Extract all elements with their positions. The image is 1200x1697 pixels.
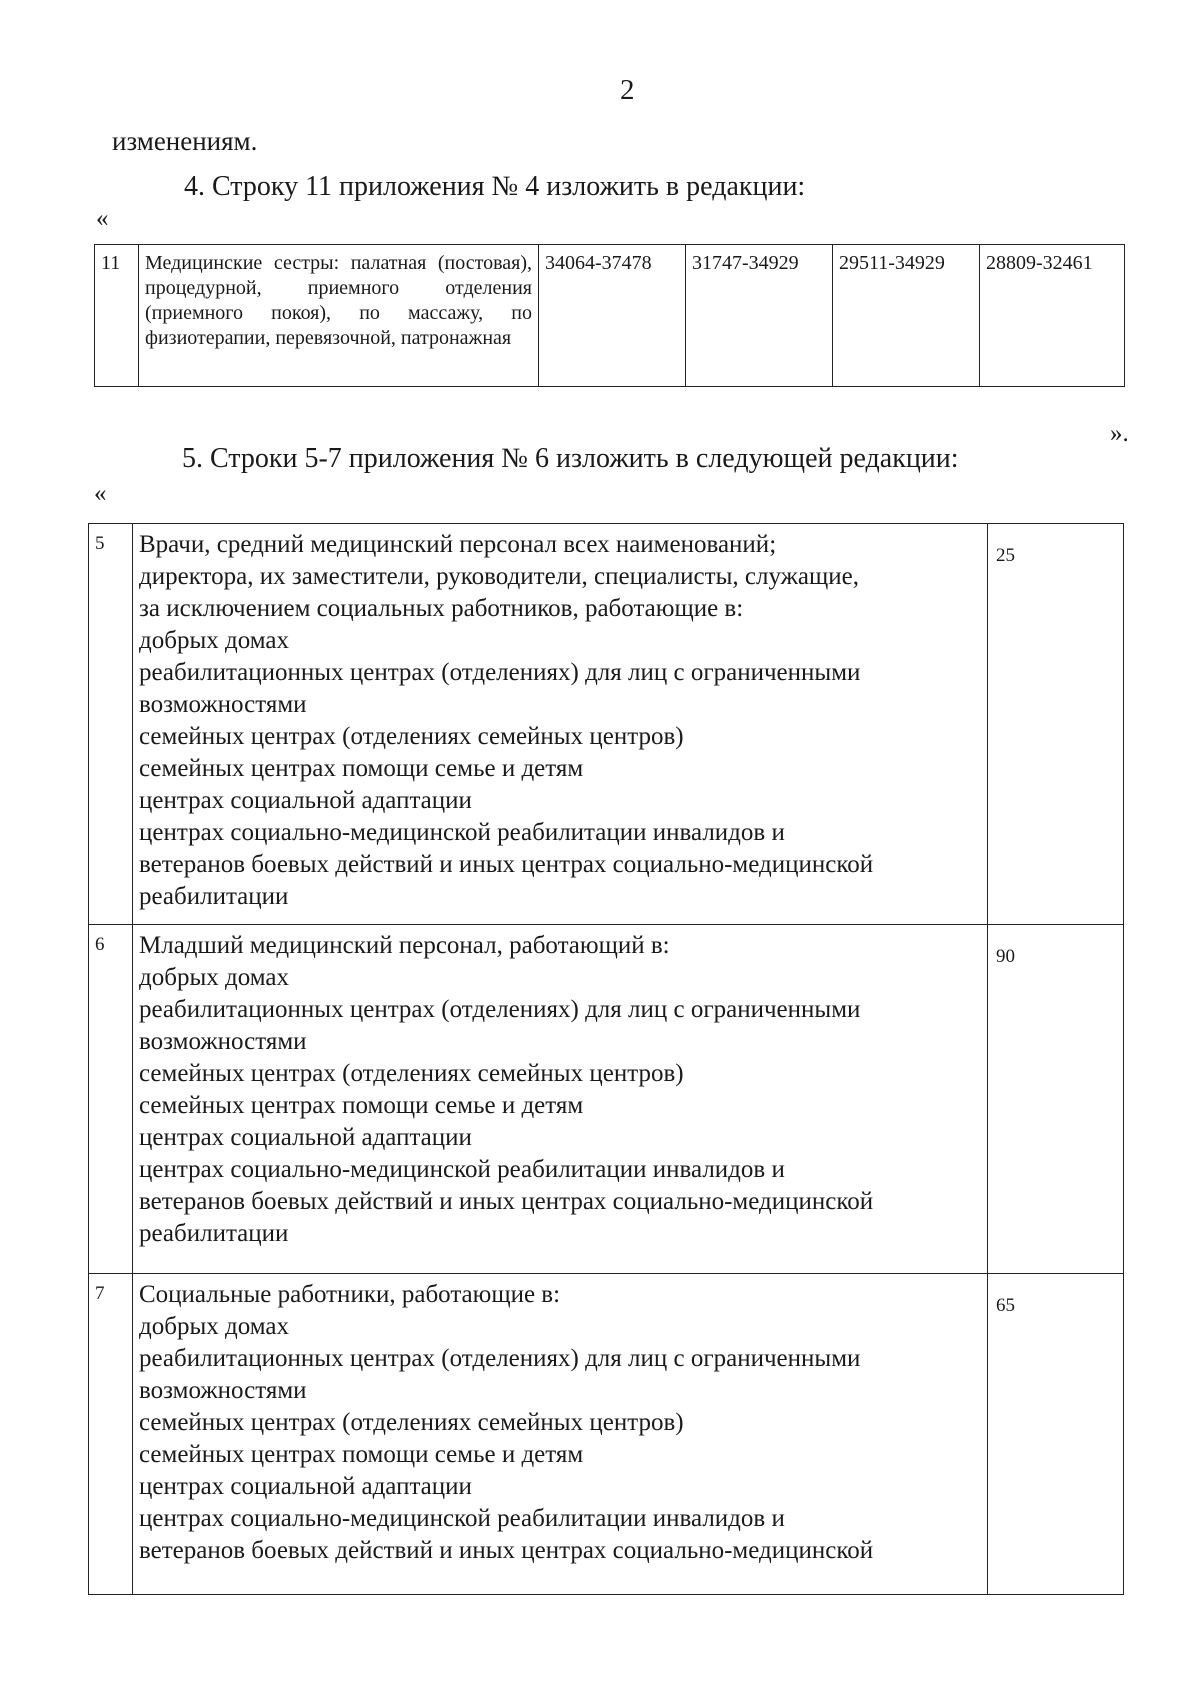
table-row [95,245,1125,387]
description-line: Врачи, средний медицинский персонал всех наименований; [139,531,777,558]
row-description [133,524,988,925]
row-rate: 90 [988,925,1124,1274]
item5-quote-open: « [94,480,107,507]
table-row [89,925,1124,1274]
row-rate: 65 [988,1274,1124,1595]
description-line: реабилитационных центрах (отделениях) для лиц с ограниченными [139,996,861,1023]
description-line: добрых домах [139,627,289,654]
description-line: семейных центрах помощи семье и детям [139,1092,584,1119]
appendix4-row11-table [94,244,1125,387]
table-row [89,524,1124,925]
description-line: семейных центрах (отделениях семейных центров) [139,1060,684,1087]
description-line: семейных центрах (отделениях семейных центров) [139,723,684,750]
description-line: реабилитационных центрах (отделениях) для лиц с ограниченными [139,659,861,686]
row-number: 7 [89,1274,133,1595]
row-description: Медицинские сестры: палатная (постовая), процедурной, приемного отделения (приемного покоя), по массажу, по физиотерапии, перевязочной, патронажная [139,245,539,387]
description-line: Младший медицинский персонал, работающий в: [139,932,670,959]
salary-range-cell: 31747-34929 [686,245,833,387]
description-line: ветеранов боевых действий и иных центрах социально-медицинской [139,1537,874,1564]
description-line: возможностями [139,691,307,718]
row-number: 11 [95,245,139,387]
description-line: возможностями [139,1377,307,1404]
description-line: за исключением социальных работников, работающие в: [139,595,744,622]
item5-heading: 5. Строки 5-7 приложения № 6 изложить в следующей редакции: [182,443,959,474]
description-line: реабилитации [139,1220,289,1247]
item4-quote-open: « [96,205,109,232]
continuation-text: изменениям. [112,126,258,156]
row-number: 5 [89,524,133,925]
description-line: ветеранов боевых действий и иных центрах социально-медицинской [139,1188,874,1215]
description-line: добрых домах [139,964,289,991]
row-rate: 25 [988,524,1124,925]
item4-quote-close: ». [1110,420,1129,447]
salary-range-cell: 28809-32461 [980,245,1125,387]
salary-range-cell: 29511-34929 [833,245,980,387]
description-line: семейных центрах помощи семье и детям [139,1441,584,1468]
description-line: центрах социальной адаптации [139,1124,472,1151]
row-description [133,1274,988,1595]
description-line: возможностями [139,1028,307,1055]
description-line: семейных центрах помощи семье и детям [139,755,584,782]
appendix6-rows-table [88,523,1124,1595]
description-line: центрах социальной адаптации [139,1473,472,1500]
description-line: ветеранов боевых действий и иных центрах социально-медицинской [139,851,874,878]
description-line: центрах социально-медицинской реабилитации инвалидов и [139,1505,785,1532]
row-number: 6 [89,925,133,1274]
description-line: добрых домах [139,1313,289,1340]
description-line: реабилитации [139,883,289,910]
description-line: директора, их заместители, руководители, специалисты, служащие, [139,563,859,590]
description-line: центрах социальной адаптации [139,787,472,814]
description-line: Социальные работники, работающие в: [139,1281,561,1308]
salary-range-cell: 34064-37478 [539,245,686,387]
description-line: центрах социально-медицинской реабилитации инвалидов и [139,819,785,846]
description-line: реабилитационных центрах (отделениях) для лиц с ограниченными [139,1345,861,1372]
description-line: семейных центрах (отделениях семейных центров) [139,1409,684,1436]
item4-heading: 4. Строку 11 приложения № 4 изложить в редакции: [184,171,806,202]
table-row [89,1274,1124,1595]
row-description [133,925,988,1274]
page-number: 2 [620,74,635,106]
description-line: центрах социально-медицинской реабилитации инвалидов и [139,1156,785,1183]
